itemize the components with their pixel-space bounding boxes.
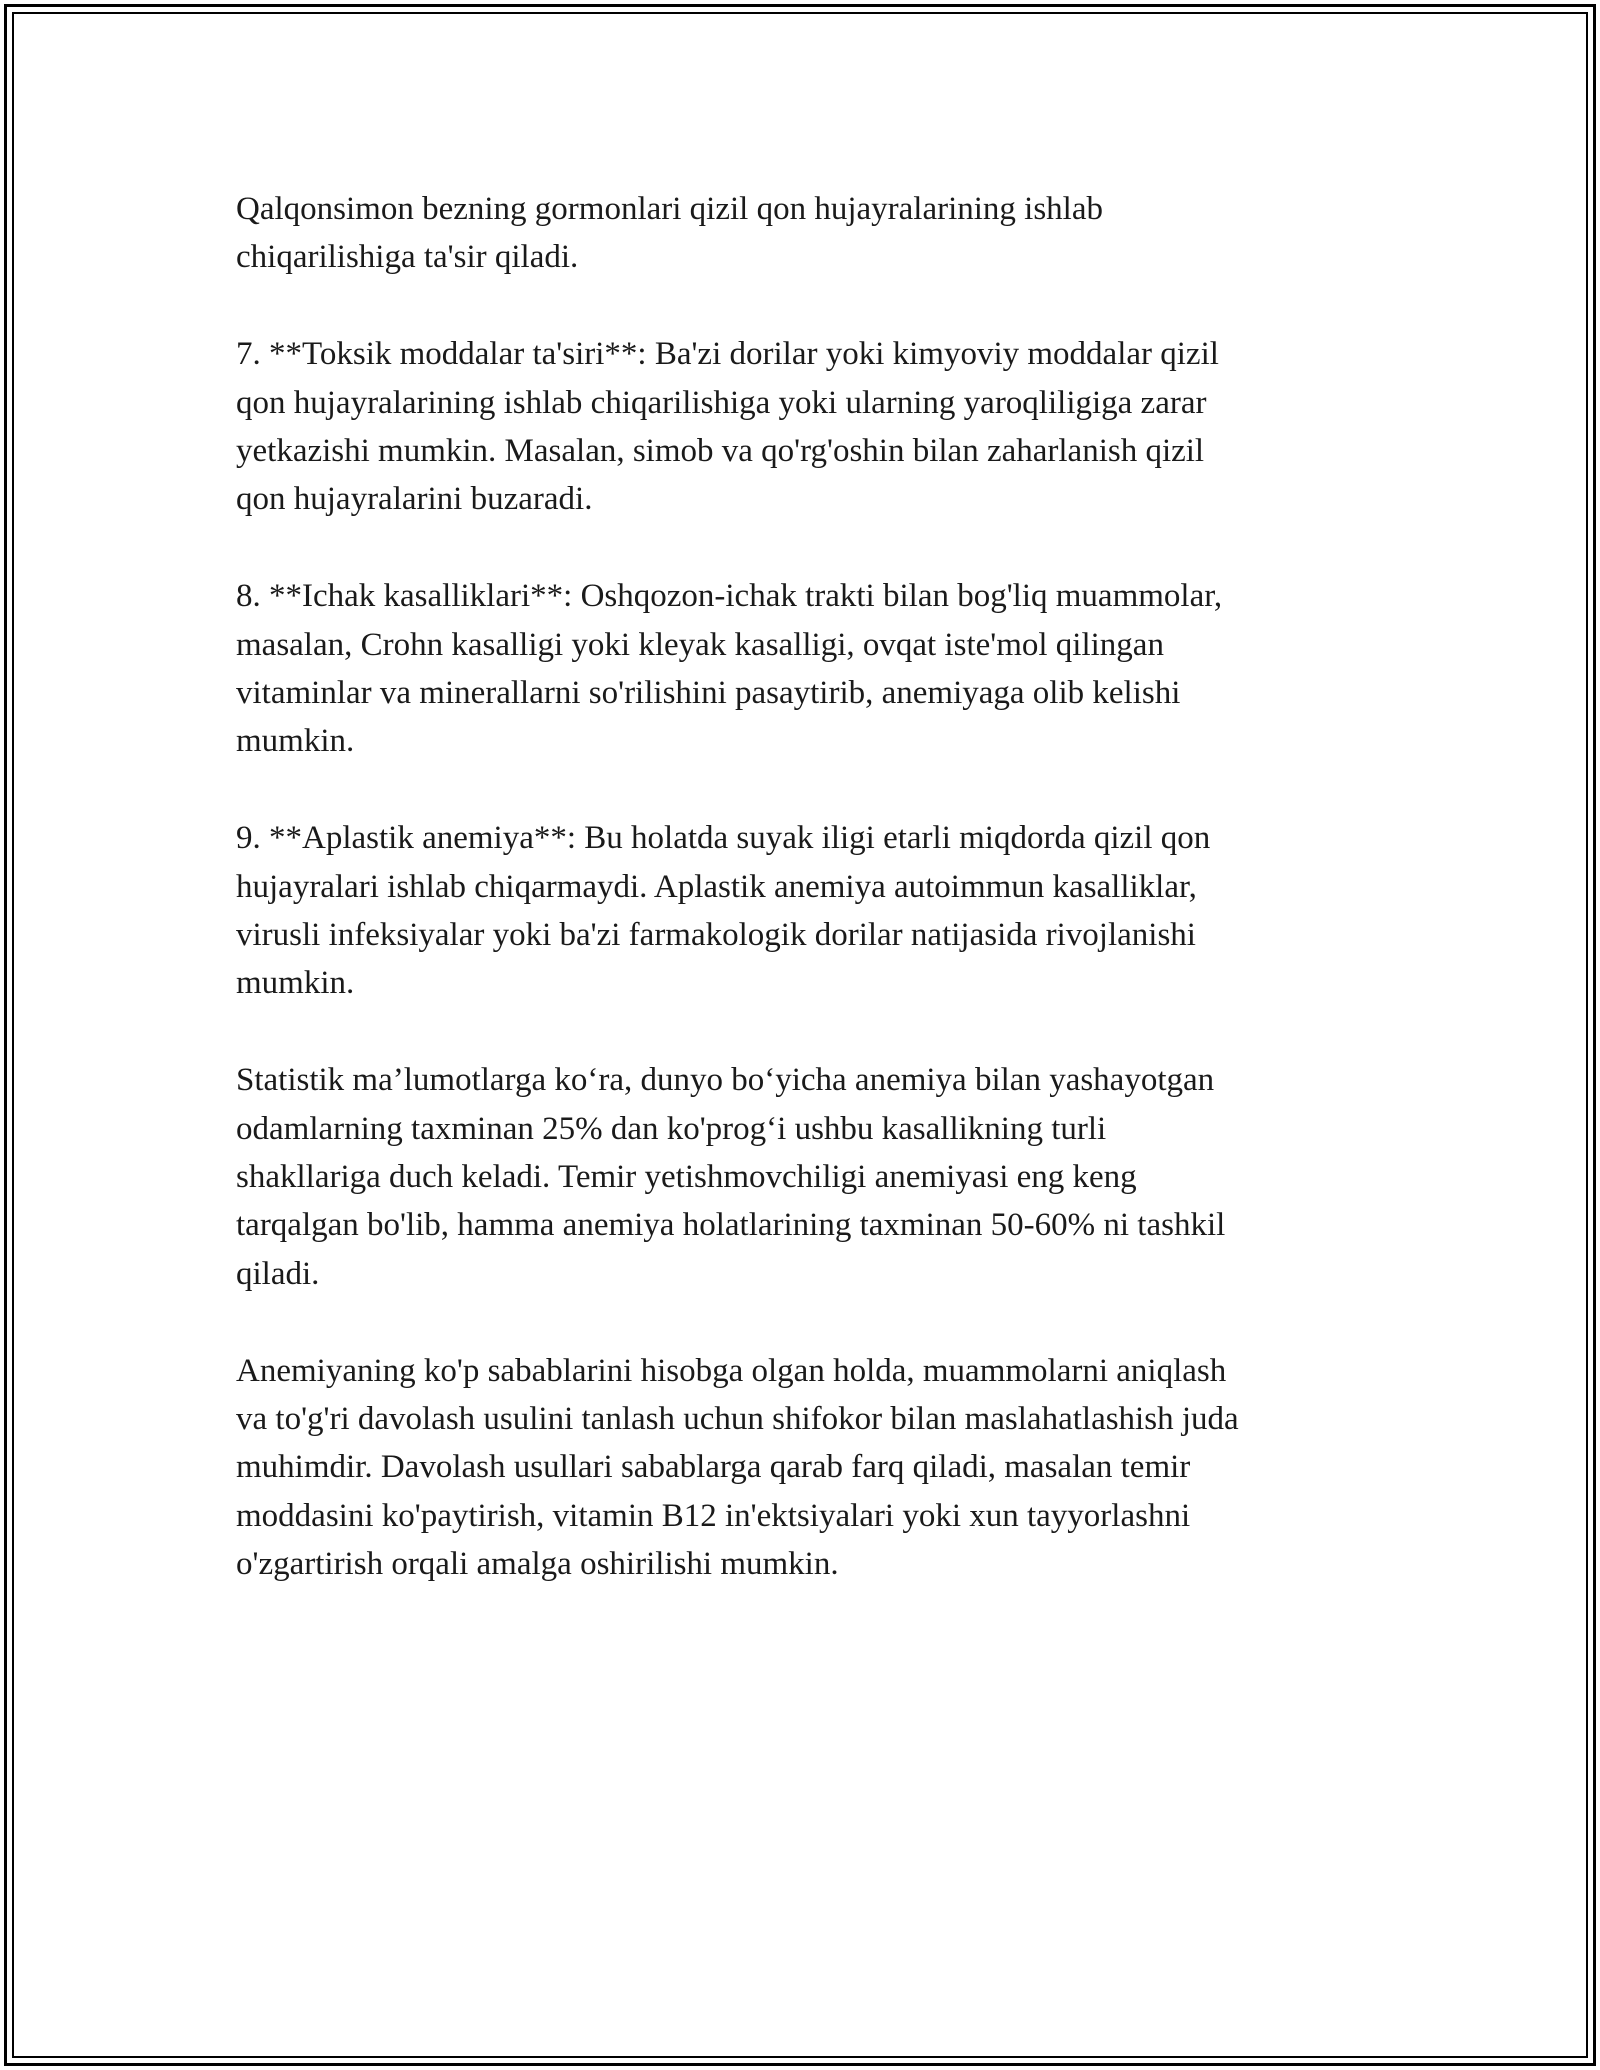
paragraph-conclusion: Anemiyaning ko'p sabablarini hisobga olgan holda, muammolarni aniqlash va to'g'ri davolash usulini tanlash uchun shifokor bilan maslahatlashish juda muhimdir. Davolash usullari sabablarga qarab farq qiladi, masalan temir moddasini ko'paytirish, vitamin B12 in'ektsiyalari yoki xun tayyorlashni o'zgartirish orqali amalga oshirilishi mumkin. [236, 1352, 1239, 1583]
paragraph-statistics: Statistik ma’lumotlarga ko‘ra, dunyo bo‘yicha anemiya bilan yashayotgan odamlarning taxminan 25% dan ko'prog‘i ushbu kasallikning turli shakllariga duch keladi. Temir yetishmovchiligi anemiyasi eng keng tarqalgan bo'lib, hamma anemiya holatlarining taxminan 50-60% ni tashkil qiladi. [236, 1062, 1226, 1292]
paragraph-toxic-substances: 7. **Toksik moddalar ta'siri**: Ba'zi dorilar yoki kimyoviy moddalar qizil qon hujayralarining ishlab chiqarilishiga yoki ularning yaroqliligiga zarar yetkazishi mumkin. Masalan, simob va qo'rg'oshin bilan zaharlanish qizil qon hujayralarini buzaradi. [236, 336, 1219, 518]
document-body [236, 185, 1366, 1637]
paragraph-aplastic-anemia: 9. **Aplastik anemiya**: Bu holatda suyak iligi etarli miqdorda qizil qon hujayralari ishlab chiqarmaydi. Aplastik anemiya autoimmun kasalliklar, virusli infeksiyalar yoki ba'zi farmakologik dorilar natijasida rivojlanishi mumkin. [236, 820, 1211, 1002]
paragraph-intestinal-diseases: 8. **Ichak kasalliklari**: Oshqozon-ichak trakti bilan bog'liq muammolar, masalan, Crohn kasalligi yoki kleyak kasalligi, ovqat iste'mol qilingan vitaminlar va minerallarni so'rilishini pasaytirib, anemiyaga olib kelishi mumkin. [236, 578, 1223, 760]
paragraph-thyroid: Qalqonsimon bezning gormonlari qizil qon hujayralarining ishlab chiqarilishiga ta'sir qiladi. [236, 191, 1103, 276]
